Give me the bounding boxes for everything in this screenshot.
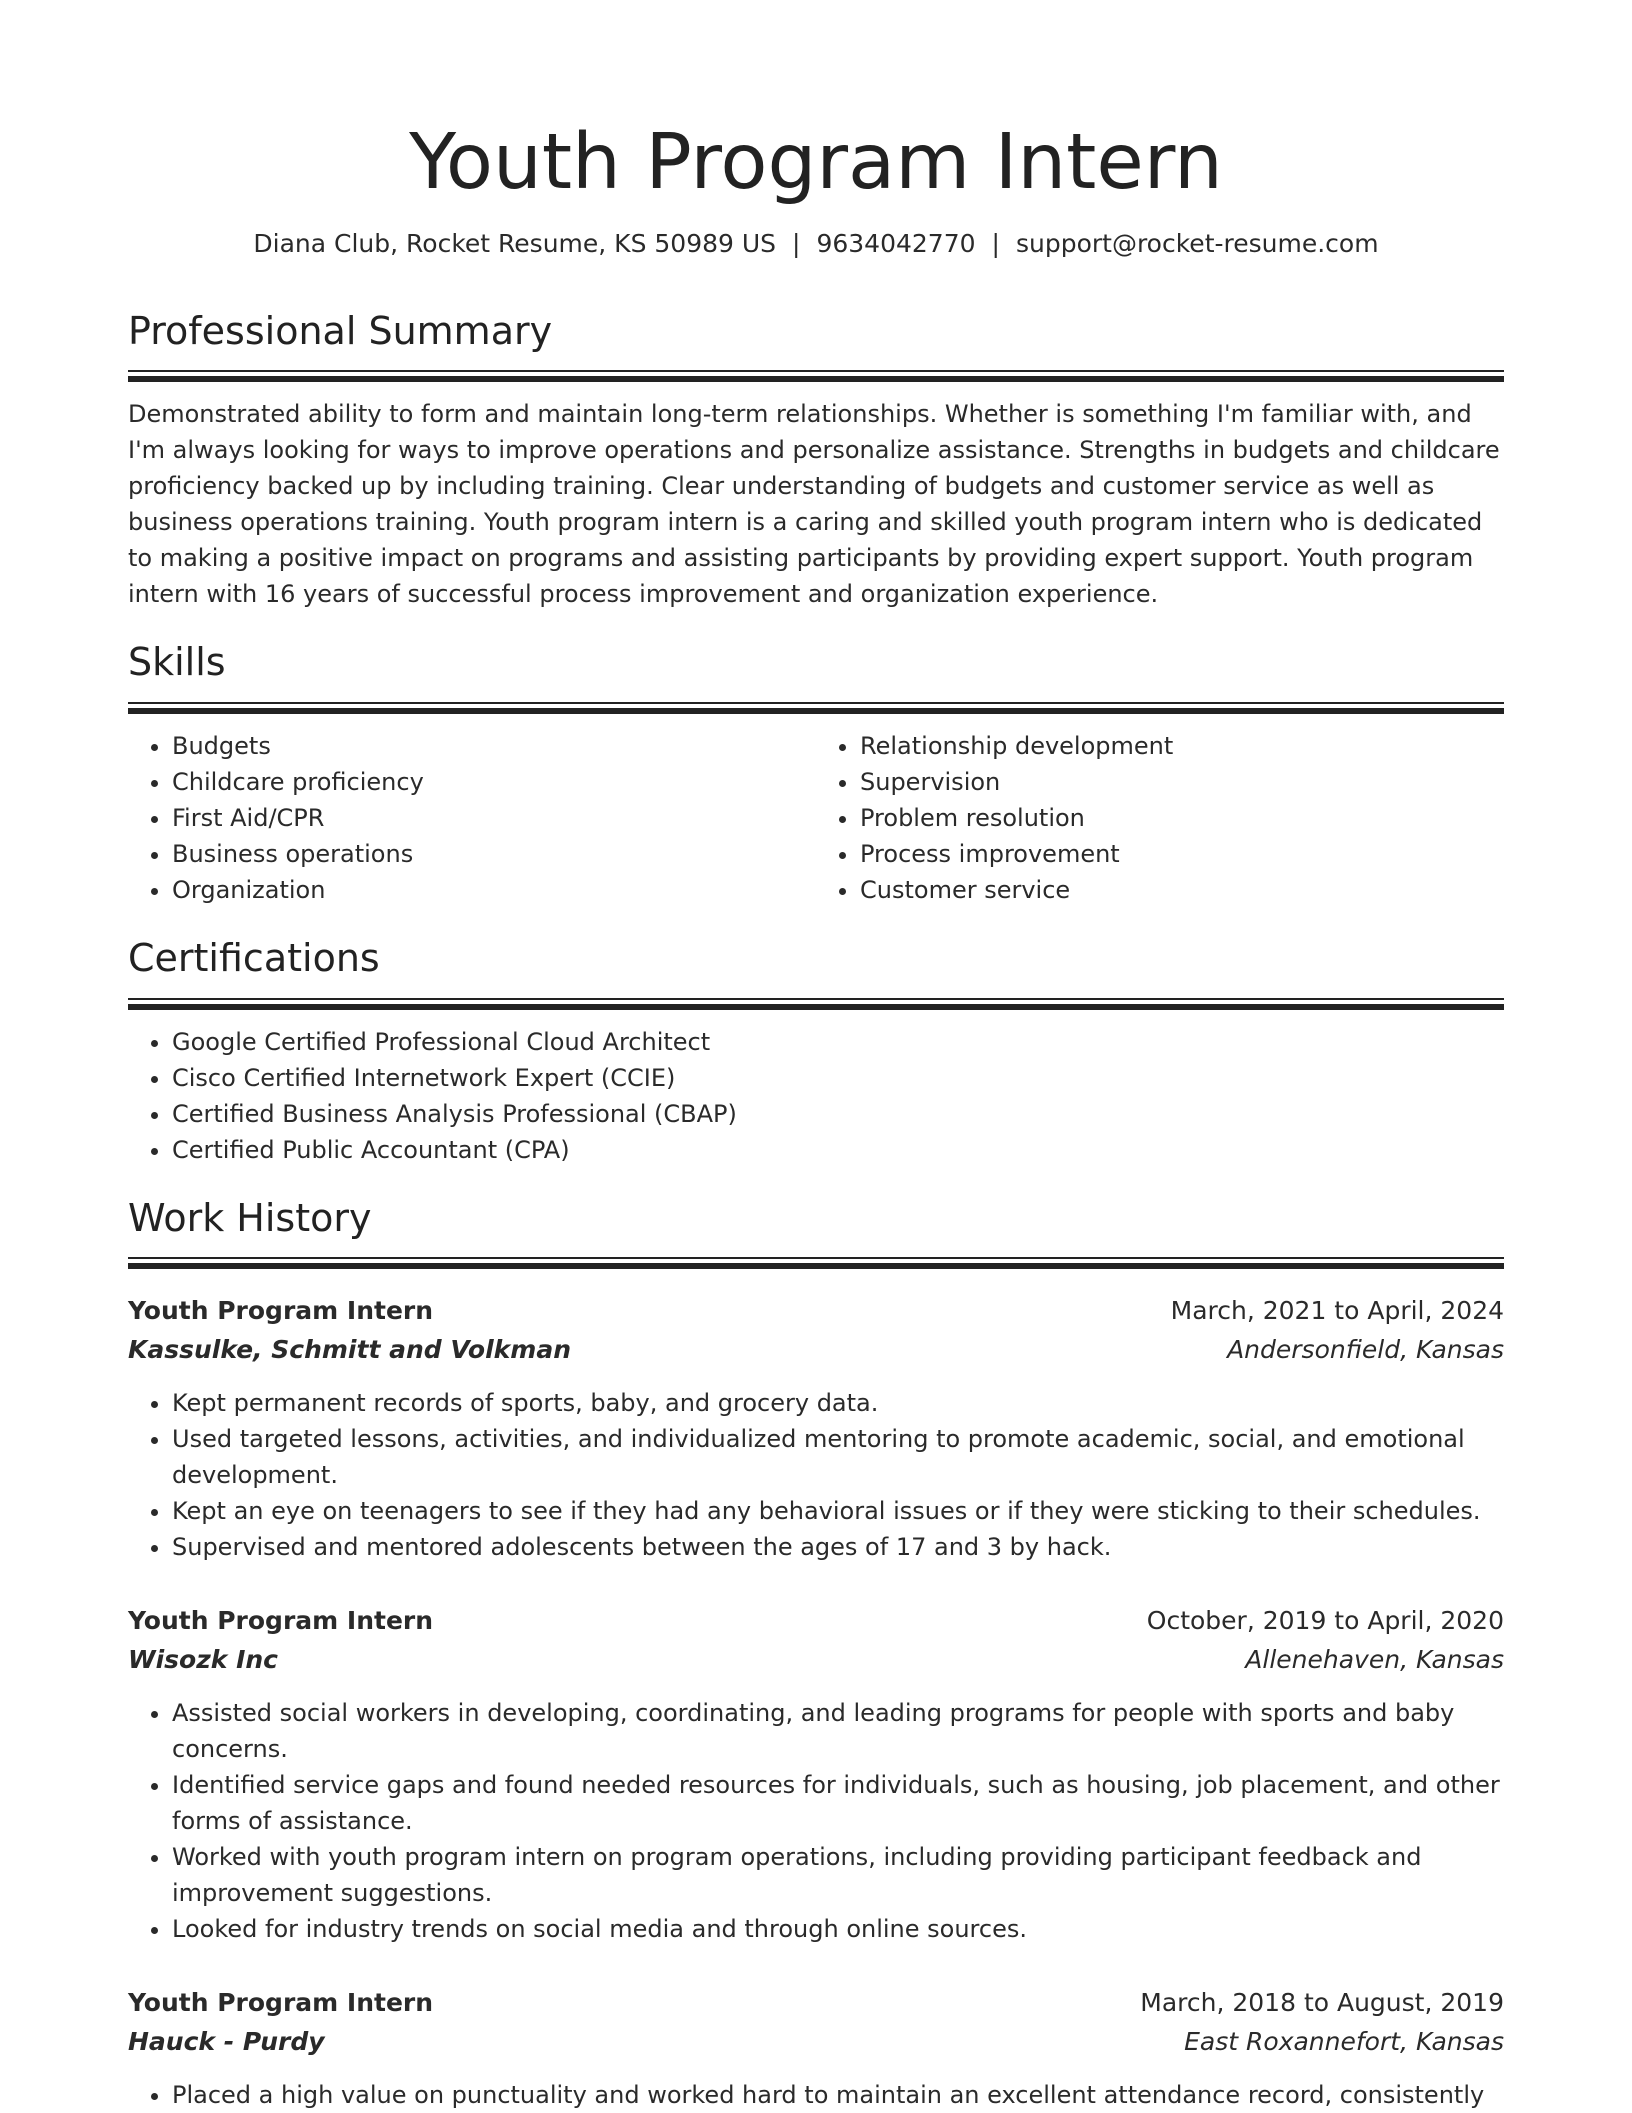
work-history-heading: Work History: [128, 1195, 372, 1240]
job-entry: [128, 1983, 1504, 2113]
certifications-section: [128, 936, 1504, 1168]
contact-phone: 9634042770: [816, 229, 976, 259]
job-dates: March, 2018 to August, 2019: [1140, 1988, 1504, 2018]
section-divider: [128, 702, 1504, 714]
certification-item: • Google Certified Professional Cloud Architect: [172, 1024, 1504, 1060]
resume-page: [128, 0, 1504, 2113]
job-location: Andersonfield, Kansas: [1227, 1335, 1504, 1365]
skill-item: • Supervision: [860, 764, 1504, 800]
contact-separator: |: [792, 229, 801, 259]
job-bullet: • Kept an eye on teenagers to see if they had any behavioral issues or if they were sticking to their schedules.: [172, 1493, 1504, 1529]
work-history-section: [128, 1196, 1504, 2113]
skill-item: • Relationship development: [860, 728, 1504, 764]
job-header-row: [128, 1983, 1504, 2022]
skill-item: • Process improvement: [860, 836, 1504, 872]
job-bullet: • Placed a high value on punctuality and worked hard to maintain an excellent attendance record, consistently: [172, 2077, 1504, 2113]
job-entry: [128, 1601, 1504, 1947]
skill-item: • Business operations: [172, 836, 816, 872]
skills-list-right: [816, 728, 1504, 908]
skills-heading: Skills: [128, 640, 226, 685]
job-bullet: • Worked with youth program intern on program operations, including providing participant feedback and improvement suggestions.: [172, 1839, 1504, 1911]
job-company-row: [128, 1330, 1504, 1369]
job-header-row: [128, 1601, 1504, 1640]
section-divider: [128, 998, 1504, 1010]
job-company: Hauck - Purdy: [128, 2027, 325, 2057]
job-bullet: • Kept permanent records of sports, baby, and grocery data.: [172, 1385, 1504, 1421]
job-dates: March, 2021 to April, 2024: [1170, 1296, 1504, 1326]
resume-title: Youth Program Intern: [409, 118, 1223, 207]
job-dates: October, 2019 to April, 2020: [1146, 1606, 1504, 1636]
job-location: Allenehaven, Kansas: [1245, 1645, 1504, 1675]
section-divider: [128, 1257, 1504, 1269]
job-bullets: [128, 2077, 1504, 2113]
job-title: Youth Program Intern: [128, 1296, 434, 1326]
job-company-row: [128, 2022, 1504, 2061]
skill-item: • First Aid/CPR: [172, 800, 816, 836]
summary-text: Demonstrated ability to form and maintain long-term relationships. Whether is something I'm familiar with, and I'm always looking for ways to improve operations and personalize assistance. Strengths in budgets and childcare proficiency backed up by including training. Clear understanding of budgets and customer service as well as business operations training. Youth program intern is a caring and skilled youth program intern who is dedicated to making a positive impact on programs and assisting participants by providing expert support. Youth program intern with 16 years of successful process improvement and organization experience.: [128, 400, 1500, 609]
job-bullets: [128, 1385, 1504, 1565]
skill-item: • Customer service: [860, 872, 1504, 908]
section-divider: [128, 370, 1504, 382]
job-bullets: [128, 1695, 1504, 1947]
job-bullet: • Identified service gaps and found needed resources for individuals, such as housing, job placement, and other forms of assistance.: [172, 1767, 1504, 1839]
contact-email: support@rocket-resume.com: [1015, 229, 1379, 259]
certification-item: • Cisco Certified Internetwork Expert (CCIE): [172, 1060, 1504, 1096]
job-bullet: • Supervised and mentored adolescents between the ages of 17 and 3 by hack.: [172, 1529, 1504, 1565]
job-company: Wisozk Inc: [128, 1645, 278, 1675]
contact-line: [128, 228, 1504, 261]
contact-separator: |: [991, 229, 1000, 259]
skills-section: [128, 640, 1504, 908]
skills-grid: [128, 714, 1504, 908]
job-header-row: [128, 1291, 1504, 1330]
job-title: Youth Program Intern: [128, 1988, 434, 2018]
job-location: East Roxannefort, Kansas: [1184, 2027, 1504, 2057]
job-bullet: • Looked for industry trends on social media and through online sources.: [172, 1911, 1504, 1947]
summary-section: [128, 309, 1504, 613]
certification-item: • Certified Public Accountant (CPA): [172, 1132, 1504, 1168]
job-company: Kassulke, Schmitt and Volkman: [128, 1335, 571, 1365]
job-bullet: • Assisted social workers in developing, coordinating, and leading programs for people with sports and baby concerns.: [172, 1695, 1504, 1767]
skill-item: • Childcare proficiency: [172, 764, 816, 800]
summary-heading: Professional Summary: [128, 308, 553, 353]
job-title: Youth Program Intern: [128, 1606, 434, 1636]
job-company-row: [128, 1640, 1504, 1679]
certifications-list: [128, 1024, 1504, 1168]
certification-item: • Certified Business Analysis Professional (CBAP): [172, 1096, 1504, 1132]
certifications-heading: Certifications: [128, 935, 380, 980]
contact-address: Diana Club, Rocket Resume, KS 50989 US: [253, 229, 777, 259]
skill-item: • Budgets: [172, 728, 816, 764]
job-entry: [128, 1291, 1504, 1565]
job-bullet: • Used targeted lessons, activities, and individualized mentoring to promote academic, social, and emotional development.: [172, 1421, 1504, 1493]
skill-item: • Problem resolution: [860, 800, 1504, 836]
skills-list-left: [128, 728, 816, 908]
skill-item: • Organization: [172, 872, 816, 908]
